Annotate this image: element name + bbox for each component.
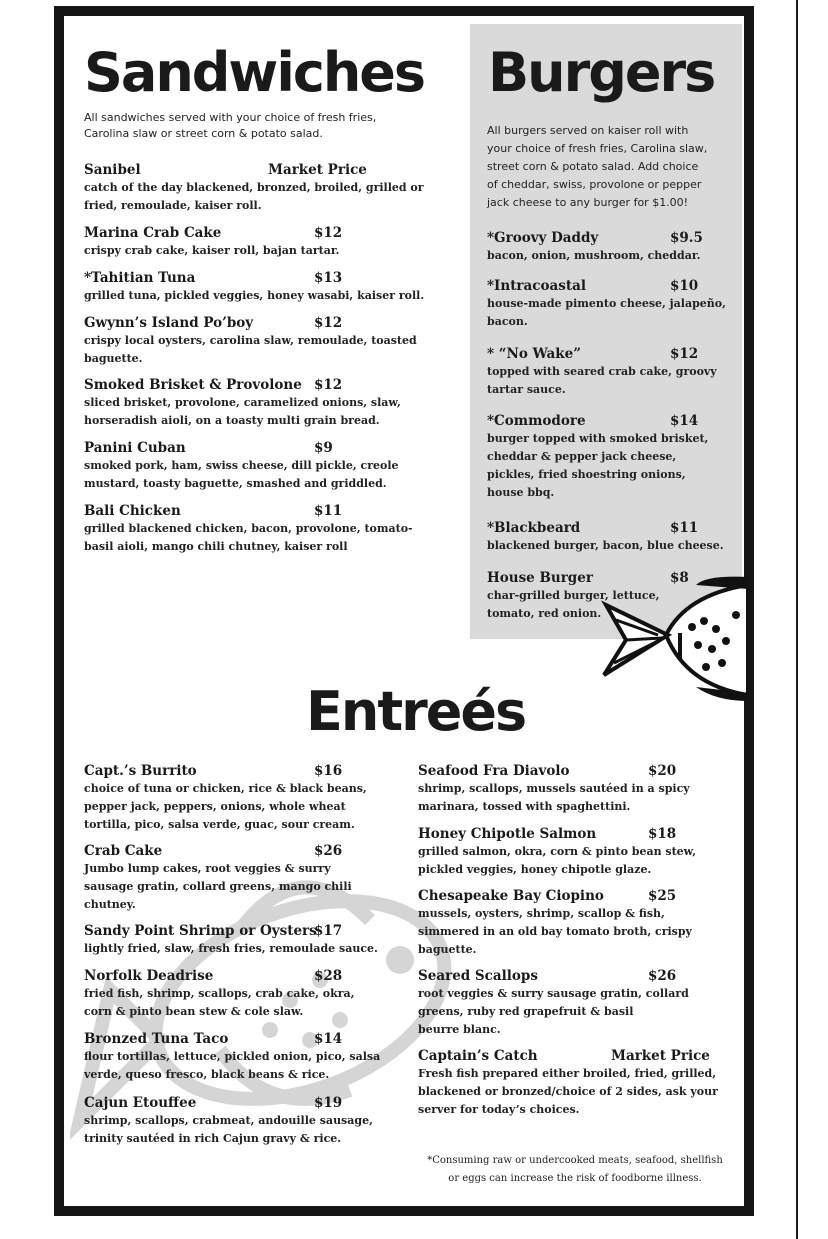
item-description: topped with seared crab cake, groovy tartar sauce. <box>487 365 717 396</box>
item-description: Jumbo lump cakes, root veggies & surry sausage gratin, collard greens, mango chili chutney. <box>84 862 352 911</box>
entree-item-capts-burrito <box>84 762 404 834</box>
item-description: mussels, oysters, shrimp, scallop & fish, simmered in an old bay tomato broth, crispy baguette. <box>418 907 692 956</box>
entree-item-seafood-fra-diavolo <box>418 762 738 816</box>
item-description: smoked pork, ham, swiss cheese, dill pickle, creole mustard, toasty baguette, smashed and griddled. <box>84 459 399 490</box>
entree-item-seared-scallops <box>418 967 738 1039</box>
item-name: Seared Scallops <box>418 968 538 984</box>
sandwich-item-smoked-brisket <box>84 376 454 430</box>
item-description: flour tortillas, lettuce, pickled onion, pico, salsa verde, queso fresco, black beans & rice. <box>84 1050 381 1081</box>
burger-item-no-wake <box>487 345 737 399</box>
item-description: crispy local oysters, carolina slaw, remoulade, toasted baguette. <box>84 334 417 365</box>
item-description: grilled tuna, pickled veggies, honey wasabi, kaiser roll. <box>84 289 425 302</box>
entree-item-crab-cake <box>84 842 404 914</box>
entree-item-cajun-etouffee <box>84 1094 404 1148</box>
sandwich-item-marina-crab-cake <box>84 224 454 260</box>
item-description: shrimp, scallops, mussels sautéed in a spicy marinara, tossed with spaghettini. <box>418 782 690 813</box>
item-description: lightly fried, slaw, fresh fries, remoulade sauce. <box>84 942 378 955</box>
foodborne-illness-footnote: *Consuming raw or undercooked meats, seafood, shellfish or eggs can increase the risk of foodborne illness. <box>427 1155 723 1184</box>
item-name: Capt.’s Burrito <box>84 763 197 779</box>
burger-item-house-burger <box>487 569 737 623</box>
item-name: House Burger <box>487 570 593 586</box>
item-price: Market Price <box>268 162 367 178</box>
item-name: Norfolk Deadrise <box>84 968 214 984</box>
item-price: $28 <box>314 968 343 984</box>
entree-item-honey-chipotle-salmon <box>418 825 738 879</box>
entree-item-captains-catch <box>418 1047 738 1119</box>
item-name: Bali Chicken <box>84 503 181 519</box>
item-name: *Blackbeard <box>487 520 581 536</box>
item-name: *Tahitian Tuna <box>84 270 196 286</box>
item-price: $13 <box>314 270 343 286</box>
item-description: grilled blackened chicken, bacon, provolone, tomato- basil aioli, mango chili chutney, kaiser roll <box>84 522 413 553</box>
item-description: root veggies & surry sausage gratin, collard greens, ruby red grapefruit & basil beurre blanc. <box>418 987 689 1036</box>
item-name: Captain’s Catch <box>418 1048 538 1064</box>
item-price: $14 <box>670 413 699 429</box>
burger-item-commodore <box>487 412 737 502</box>
item-price: $18 <box>648 826 677 842</box>
item-name: *Groovy Daddy <box>487 230 599 246</box>
sandwiches-intro: All sandwiches served with your choice of fresh fries, Carolina slaw or street corn & potato salad. <box>84 111 377 140</box>
item-description: Fresh fish prepared either broiled, fried, grilled, blackened or bronzed/choice of 2 sides, ask your server for today’s choices. <box>418 1067 718 1116</box>
item-name: * “No Wake” <box>487 346 582 362</box>
entree-item-chesapeake-bay-ciopino <box>418 887 738 959</box>
item-description: catch of the day blackened, bronzed, broiled, grilled or fried, remoulade, kaiser roll. <box>84 181 424 212</box>
item-description: house-made pimento cheese, jalapeño, bacon. <box>487 297 726 328</box>
burger-item-blackbeard <box>487 519 737 555</box>
item-name: Bronzed Tuna Taco <box>84 1031 229 1047</box>
item-price: $9 <box>314 440 333 456</box>
item-description: bacon, onion, mushroom, cheddar. <box>487 249 701 262</box>
item-description: sliced brisket, provolone, caramelized onions, slaw, horseradish aioli, on a toasty multi grain bread. <box>84 396 401 427</box>
entree-item-sandy-point <box>84 922 404 958</box>
item-name: Gwynn’s Island Po’boy <box>84 315 254 331</box>
item-name: Panini Cuban <box>84 440 186 456</box>
item-price: $11 <box>670 520 699 536</box>
item-price: $17 <box>314 923 343 939</box>
item-description: char-grilled burger, lettuce, tomato, red onion. <box>487 589 660 620</box>
item-price: $12 <box>670 346 699 362</box>
item-description: fried fish, shrimp, scallops, crab cake, okra, corn & pinto bean stew & cole slaw. <box>84 987 355 1018</box>
item-price: $9.5 <box>670 230 703 246</box>
item-description: shrimp, scallops, crabmeat, andouille sausage, trinity sautéed in rich Cajun gravy & rice. <box>84 1114 373 1145</box>
burgers-title: Burgers <box>488 41 715 104</box>
item-name: *Intracoastal <box>487 278 586 294</box>
item-price: $25 <box>648 888 677 904</box>
item-name: Sandy Point Shrimp or Oysters <box>84 923 317 939</box>
sandwich-item-bali-chicken <box>84 502 454 556</box>
sandwich-item-panini-cuban <box>84 439 454 493</box>
item-price: $26 <box>314 843 343 859</box>
item-price: $8 <box>670 570 689 586</box>
item-name: Honey Chipotle Salmon <box>418 826 597 842</box>
burger-item-groovy-daddy <box>487 229 737 265</box>
sandwiches-title: Sandwiches <box>84 41 425 104</box>
entree-item-norfolk-deadrise <box>84 967 404 1021</box>
item-description: burger topped with smoked brisket, cheddar & pepper jack cheese, pickles, fried shoestring onions, house bbq. <box>487 432 709 499</box>
item-name: Marina Crab Cake <box>84 225 222 241</box>
page-edge-line <box>796 0 798 1239</box>
item-name: Seafood Fra Diavolo <box>418 763 570 779</box>
item-price: $19 <box>314 1095 343 1111</box>
sandwich-item-sanibel <box>84 161 454 215</box>
burgers-intro: All burgers served on kaiser roll with your choice of fresh fries, Carolina slaw, street corn & potato salad. Add choice of cheddar, swiss, provolone or pepper jack cheese to any burger for $1.00! <box>487 124 708 209</box>
item-name: Smoked Brisket & Provolone <box>84 377 302 393</box>
item-price: $12 <box>314 377 343 393</box>
item-price: $16 <box>314 763 343 779</box>
item-description: grilled salmon, okra, corn & pinto bean stew, pickled veggies, honey chipotle glaze. <box>418 845 697 876</box>
item-name: Crab Cake <box>84 843 163 859</box>
item-name: Cajun Etouffee <box>84 1095 197 1111</box>
entree-item-bronzed-tuna-taco <box>84 1030 404 1084</box>
item-price: $10 <box>670 278 699 294</box>
item-name: Sanibel <box>84 162 141 178</box>
burger-item-intracoastal <box>487 277 737 331</box>
item-description: blackened burger, bacon, blue cheese. <box>487 539 724 552</box>
item-price: $12 <box>314 225 343 241</box>
item-price: $14 <box>314 1031 343 1047</box>
item-name: *Commodore <box>487 413 586 429</box>
sandwich-item-tahitian-tuna <box>84 269 454 305</box>
item-description: choice of tuna or chicken, rice & black beans, pepper jack, peppers, onions, whole wheat tortilla, pico, salsa verde, guac, sour cream. <box>84 782 367 831</box>
item-name: Chesapeake Bay Ciopino <box>418 888 604 904</box>
item-price: $11 <box>314 503 343 519</box>
sandwich-item-gwynns-island-poboy <box>84 314 454 368</box>
item-price: $12 <box>314 315 343 331</box>
entrees-title: Entreés <box>306 680 526 743</box>
item-price: $20 <box>648 763 677 779</box>
item-price: Market Price <box>611 1048 710 1064</box>
item-price: $26 <box>648 968 677 984</box>
item-description: crispy crab cake, kaiser roll, bajan tartar. <box>84 244 340 257</box>
